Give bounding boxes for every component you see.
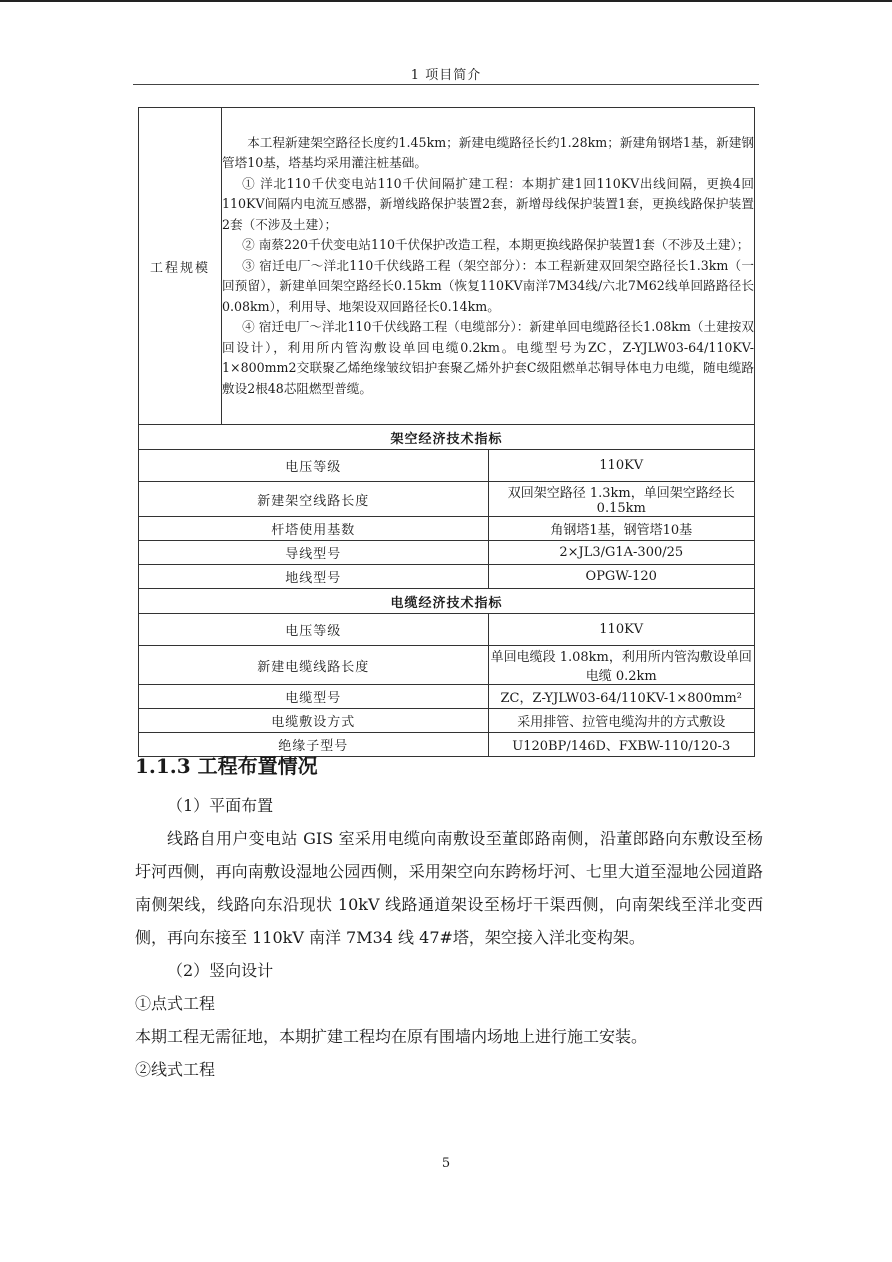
table-row xyxy=(139,685,755,709)
row-key: 电缆型号 xyxy=(139,685,489,709)
row-value: 双回架空路径 1.3km，单回架空路经长 0.15km xyxy=(488,482,755,517)
header-rule xyxy=(133,84,759,85)
row-value: 角钢塔1基，钢管塔10基 xyxy=(488,517,755,541)
cable-section-title: 电缆经济技术指标 xyxy=(139,589,755,614)
item-line-project: ②线式工程 xyxy=(135,1060,216,1079)
row-key: 导线型号 xyxy=(139,541,489,565)
row-value: 单回电缆段 1.08km，利用所内管沟敷设单回电缆 0.2km xyxy=(488,646,755,685)
running-header: 1 项目简介 xyxy=(410,68,482,83)
point-project-paragraph: 本期工程无需征地，本期扩建工程均在原有围墙内场地上进行施工安装。 xyxy=(135,1027,648,1046)
overhead-section-title: 架空经济技术指标 xyxy=(139,425,755,450)
row-value: OPGW-120 xyxy=(488,565,755,589)
scale-paragraph: ① 洋北110千伏变电站110千伏间隔扩建工程：本期扩建1回110KV出线间隔，更换4回110KV间隔内电流互感器，新增线路保护装置2套，新增母线保护装置1套，更换线路保护装置2套（不涉及土建）； xyxy=(222,175,754,232)
table-row xyxy=(139,709,755,733)
scale-description xyxy=(222,108,755,425)
cable-section-row xyxy=(139,589,755,614)
plan-layout-paragraph: 线路自用户变电站 GIS 室采用电缆向南敷设至董郎路南侧，沿董郎路向东敷设至杨圩河西侧，再向南敷设湿地公园西侧，采用架空向东跨杨圩河、七里大道至湿地公园道路南侧架线，线路向东沿现状 10kV 线路通道架设至杨圩干渠西侧，向南架线至洋北变西侧，再向东接至 110kV 南洋 7M34 线 47#塔，架空接入洋北变构架。 xyxy=(135,829,763,947)
overhead-section-row xyxy=(139,425,755,450)
row-value: U120BP/146D、FXBW-110/120-3 xyxy=(488,733,755,757)
table-row xyxy=(139,482,755,517)
table-row xyxy=(139,541,755,565)
table-row xyxy=(139,646,755,685)
subheading-plan-layout: （1）平面布置 xyxy=(167,796,274,815)
row-value: ZC，Z-YJLW03-64/110KV-1×800mm² xyxy=(488,685,755,709)
row-key: 绝缘子型号 xyxy=(139,733,489,757)
page-top-edge xyxy=(0,0,892,2)
row-key: 电缆敷设方式 xyxy=(139,709,489,733)
scale-paragraph: 本工程新建架空路径长度约1.45km；新建电缆路径长约1.28km；新建角钢塔1基，新建钢管塔10基，塔基均采用灌注桩基础。 xyxy=(222,134,754,171)
row-value: 110KV xyxy=(488,450,755,482)
row-key: 电压等级 xyxy=(139,450,489,482)
row-key: 电压等级 xyxy=(139,614,489,646)
row-value: 采用排管、拉管电缆沟井的方式敷设 xyxy=(488,709,755,733)
scale-paragraph: ④ 宿迁电厂～洋北110千伏线路工程（电缆部分）：新建单回电缆路径长1.08km（土建按双回设计），利用所内管沟敷设单回电缆0.2km。电缆型号为ZC，Z-YJLW03-64/110KV-1×800mm2交联聚乙烯绝缘皱纹铝护套聚乙烯外护套C级阻燃单芯铜导体电力电缆，随电缆路敷设2根48芯阻燃型普缆。 xyxy=(222,319,754,396)
scale-label: 工程规模 xyxy=(139,108,222,425)
row-key: 新建电缆线路长度 xyxy=(139,646,489,685)
project-spec-table xyxy=(138,107,755,757)
row-key: 杆塔使用基数 xyxy=(139,517,489,541)
subheading-vertical-design: （2）竖向设计 xyxy=(167,961,274,980)
page-number: 5 xyxy=(441,1156,451,1171)
table-row xyxy=(139,450,755,482)
row-value: 110KV xyxy=(488,614,755,646)
row-key: 地线型号 xyxy=(139,565,489,589)
scale-paragraph: ③ 宿迁电厂～洋北110千伏线路工程（架空部分）：本工程新建双回架空路径长1.3km（一回预留），新建单回架空路经长0.15km（恢复110KV南洋7M34线/六北7M62线单回路路径长0.08km），利用导、地架设双回路径长0.14km。 xyxy=(222,257,754,314)
table-row xyxy=(139,565,755,589)
table-row xyxy=(139,517,755,541)
scale-row xyxy=(139,108,755,425)
item-point-project: ①点式工程 xyxy=(135,994,216,1013)
section-heading: 1.1.3 工程布置情况 xyxy=(135,754,318,778)
row-key: 新建架空线路长度 xyxy=(139,482,489,517)
row-value: 2×JL3/G1A-300/25 xyxy=(488,541,755,565)
scale-paragraph: ② 南蔡220千伏变电站110千伏保护改造工程，本期更换线路保护装置1套（不涉及土建）； xyxy=(242,237,750,253)
table-row xyxy=(139,614,755,646)
section-body xyxy=(135,789,763,1086)
